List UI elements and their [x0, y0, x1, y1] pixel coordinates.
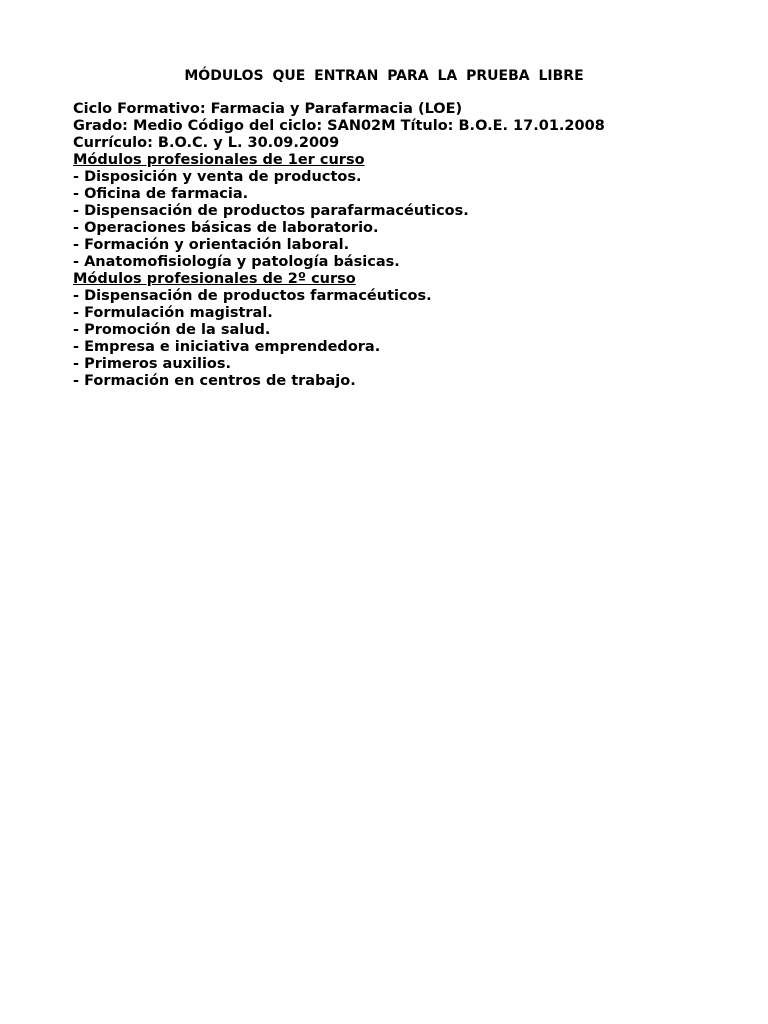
module-list-first-course [73, 169, 753, 271]
ciclo-formativo-line: Ciclo Formativo: Farmacia y Parafarmacia (LOE) [73, 101, 463, 117]
module-list-second-course [73, 288, 753, 390]
module-item: - Promoción de la salud. [73, 322, 271, 338]
module-item: - Anatomofisiología y patología básicas. [73, 254, 400, 270]
section-first-course [73, 152, 753, 271]
module-item: - Disposición y venta de productos. [73, 169, 362, 185]
grado-line: Grado: Medio Código del ciclo: SAN02M Título: B.O.E. 17.01.2008 [73, 118, 605, 134]
module-item: - Empresa e iniciativa emprendedora. [73, 339, 381, 355]
document-title: MÓDULOS QUE ENTRAN PARA LA PRUEBA LIBRE [184, 68, 584, 84]
module-item: - Dispensación de productos parafarmacéuticos. [73, 203, 469, 219]
module-item: - Primeros auxilios. [73, 356, 232, 372]
module-item: - Operaciones básicas de laboratorio. [73, 220, 379, 236]
module-item: - Dispensación de productos farmacéuticos. [73, 288, 432, 304]
module-item: - Formación en centros de trabajo. [73, 373, 356, 389]
section-heading-first-course: Módulos profesionales de 1er curso [73, 152, 365, 168]
document-body [73, 101, 753, 390]
module-item: - Formulación magistral. [73, 305, 273, 321]
module-item: - Formación y orientación laboral. [73, 237, 350, 253]
section-heading-second-course: Módulos profesionales de 2º curso [73, 271, 356, 287]
curriculo-line: Currículo: B.O.C. y L. 30.09.2009 [73, 135, 340, 151]
module-item: - Oficina de farmacia. [73, 186, 249, 202]
section-second-course [73, 271, 753, 390]
